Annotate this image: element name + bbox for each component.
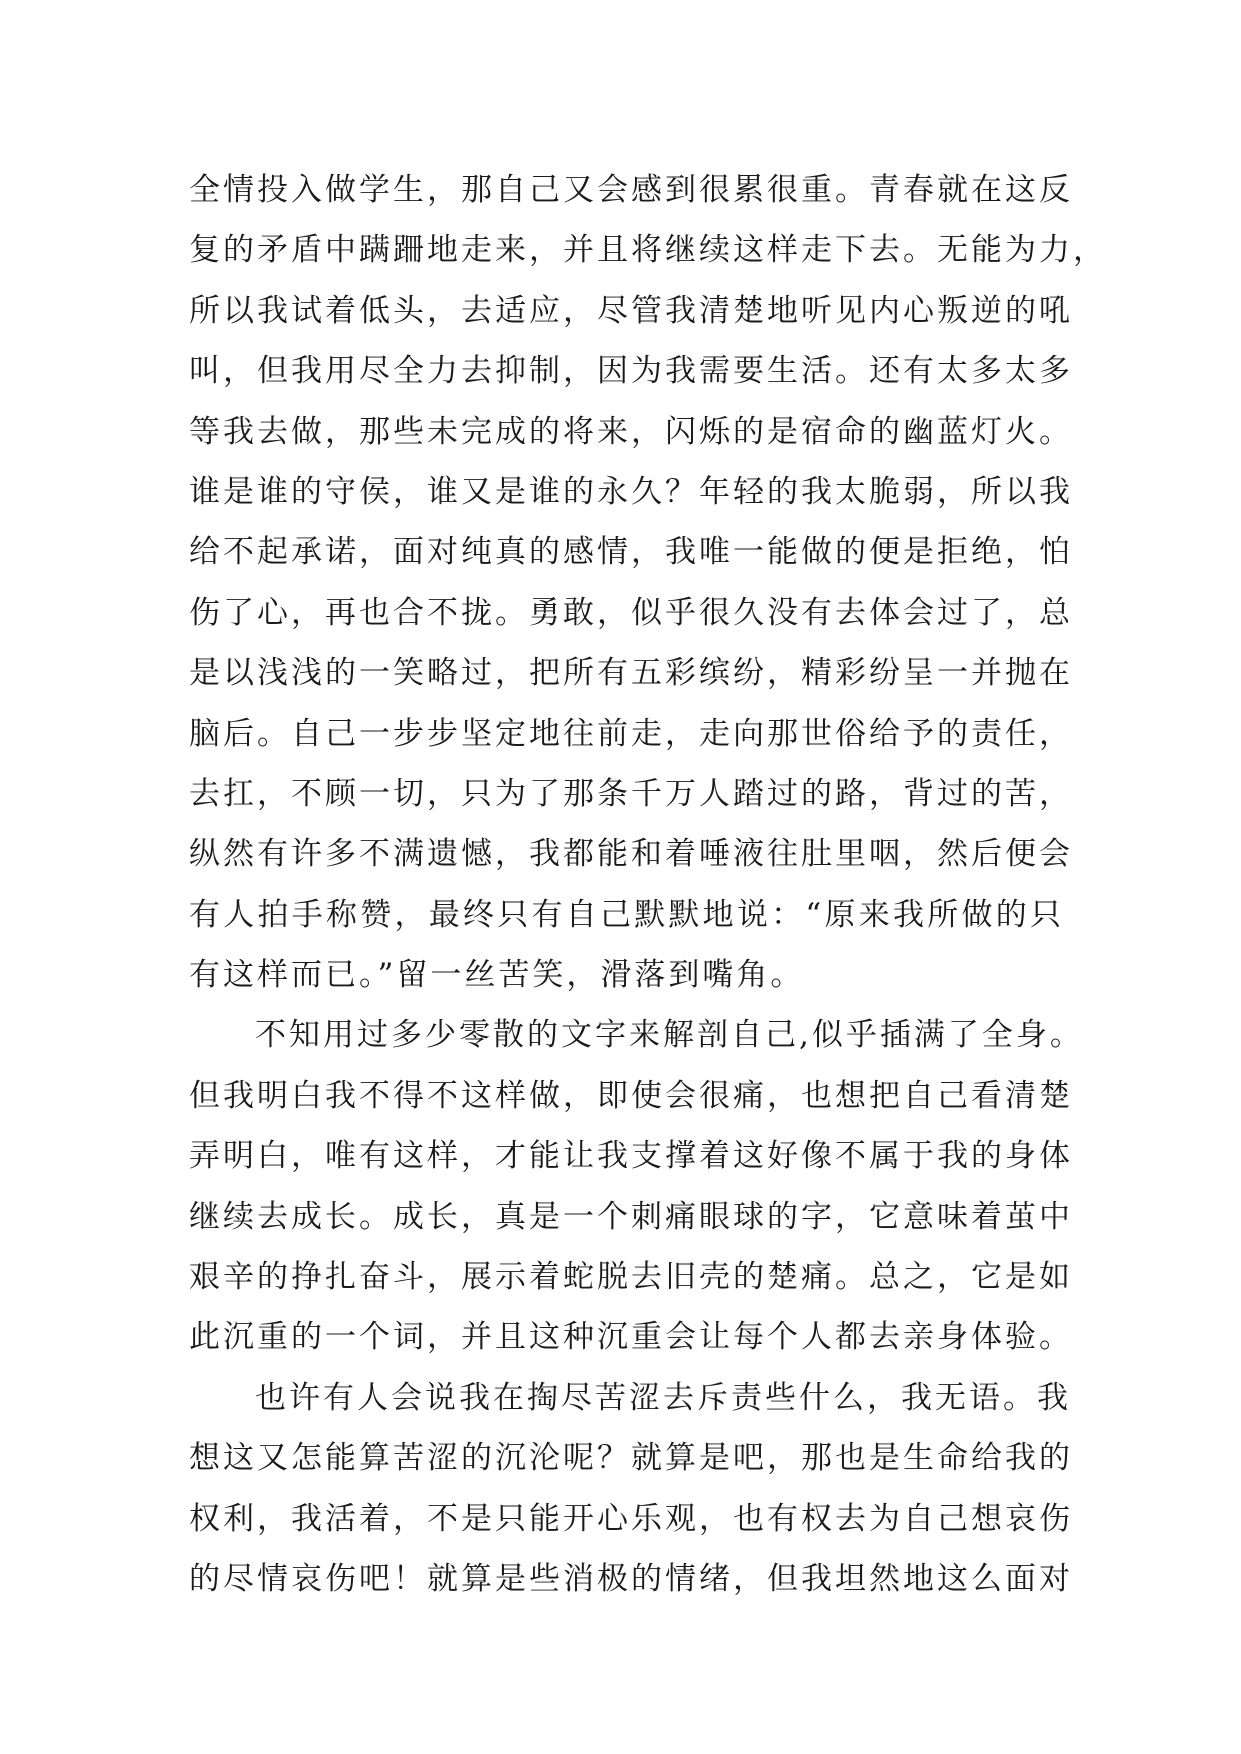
text-line: 有这样而已。”留一丝苦笑，滑落到嘴角。 — [189, 957, 805, 994]
text-line: 所以我试着低头，去适应，尽管我清楚地听见内心叛逆的吼 — [189, 292, 1073, 329]
text-line: 不知用过多少零散的文字来解剖自己,似乎插满了全身。 — [255, 1017, 1084, 1054]
text-line: 给不起承诺，面对纯真的感情，我唯一能做的便是拒绝，怕 — [189, 534, 1073, 571]
text-line: 谁是谁的守侯，谁又是谁的永久？年轻的我太脆弱，所以我 — [189, 473, 1073, 510]
text-line: 权利，我活着，不是只能开心乐观，也有权去为自己想哀伤 — [189, 1500, 1073, 1537]
text-line: 叫，但我用尽全力去抑制，因为我需要生活。还有太多太多 — [189, 353, 1073, 390]
text-line: 有人拍手称赞，最终只有自己默默地说：“原来我所做的只 — [189, 896, 1064, 933]
text-line: 纵然有许多不满遗憾，我都能和着唾液往肚里咽，然后便会 — [189, 836, 1073, 873]
text-line: 想这又怎能算苦涩的沉沦呢？就算是吧，那也是生命给我的 — [189, 1440, 1073, 1477]
text-line: 全情投入做学生，那自己又会感到很累很重。青春就在这反 — [189, 172, 1073, 208]
text-line: 继续去成长。成长，真是一个刺痛眼球的字，它意味着茧中 — [189, 1198, 1073, 1235]
text-line: 等我去做，那些未完成的将来，闪烁的是宿命的幽蓝灯火。 — [189, 413, 1073, 450]
text-line: 但我明白我不得不这样做，即使会很痛，也想把自己看清楚 — [189, 1077, 1073, 1114]
text-line: 弄明白，唯有这样，才能让我支撑着这好像不属于我的身体 — [189, 1138, 1073, 1175]
text-line: 伤了心，再也合不拢。勇敢，似乎很久没有去体会过了，总 — [189, 594, 1073, 631]
body-text — [189, 160, 1107, 1609]
text-line: 的尽情哀伤吧！就算是些消极的情绪，但我坦然地这么面对 — [189, 1560, 1073, 1597]
text-line: 脑后。自己一步步坚定地往前走，走向那世俗给予的责任， — [189, 715, 1073, 752]
text-line: 去扛，不顾一切，只为了那条千万人踏过的路，背过的苦， — [189, 775, 1073, 812]
text-line: 复的矛盾中蹒跚地走来，并且将继续这样走下去。无能为力， — [189, 232, 1107, 269]
text-line: 此沉重的一个词，并且这种沉重会让每个人都去亲身体验。 — [189, 1319, 1073, 1356]
text-line: 艰辛的挣扎奋斗，展示着蛇脱去旧壳的楚痛。总之，它是如 — [189, 1259, 1073, 1296]
text-line: 也许有人会说我在掏尽苦涩去斥责些什么，我无语。我 — [255, 1379, 1071, 1416]
text-line: 是以浅浅的一笑略过，把所有五彩缤纷，精彩纷呈一并抛在 — [189, 655, 1073, 692]
